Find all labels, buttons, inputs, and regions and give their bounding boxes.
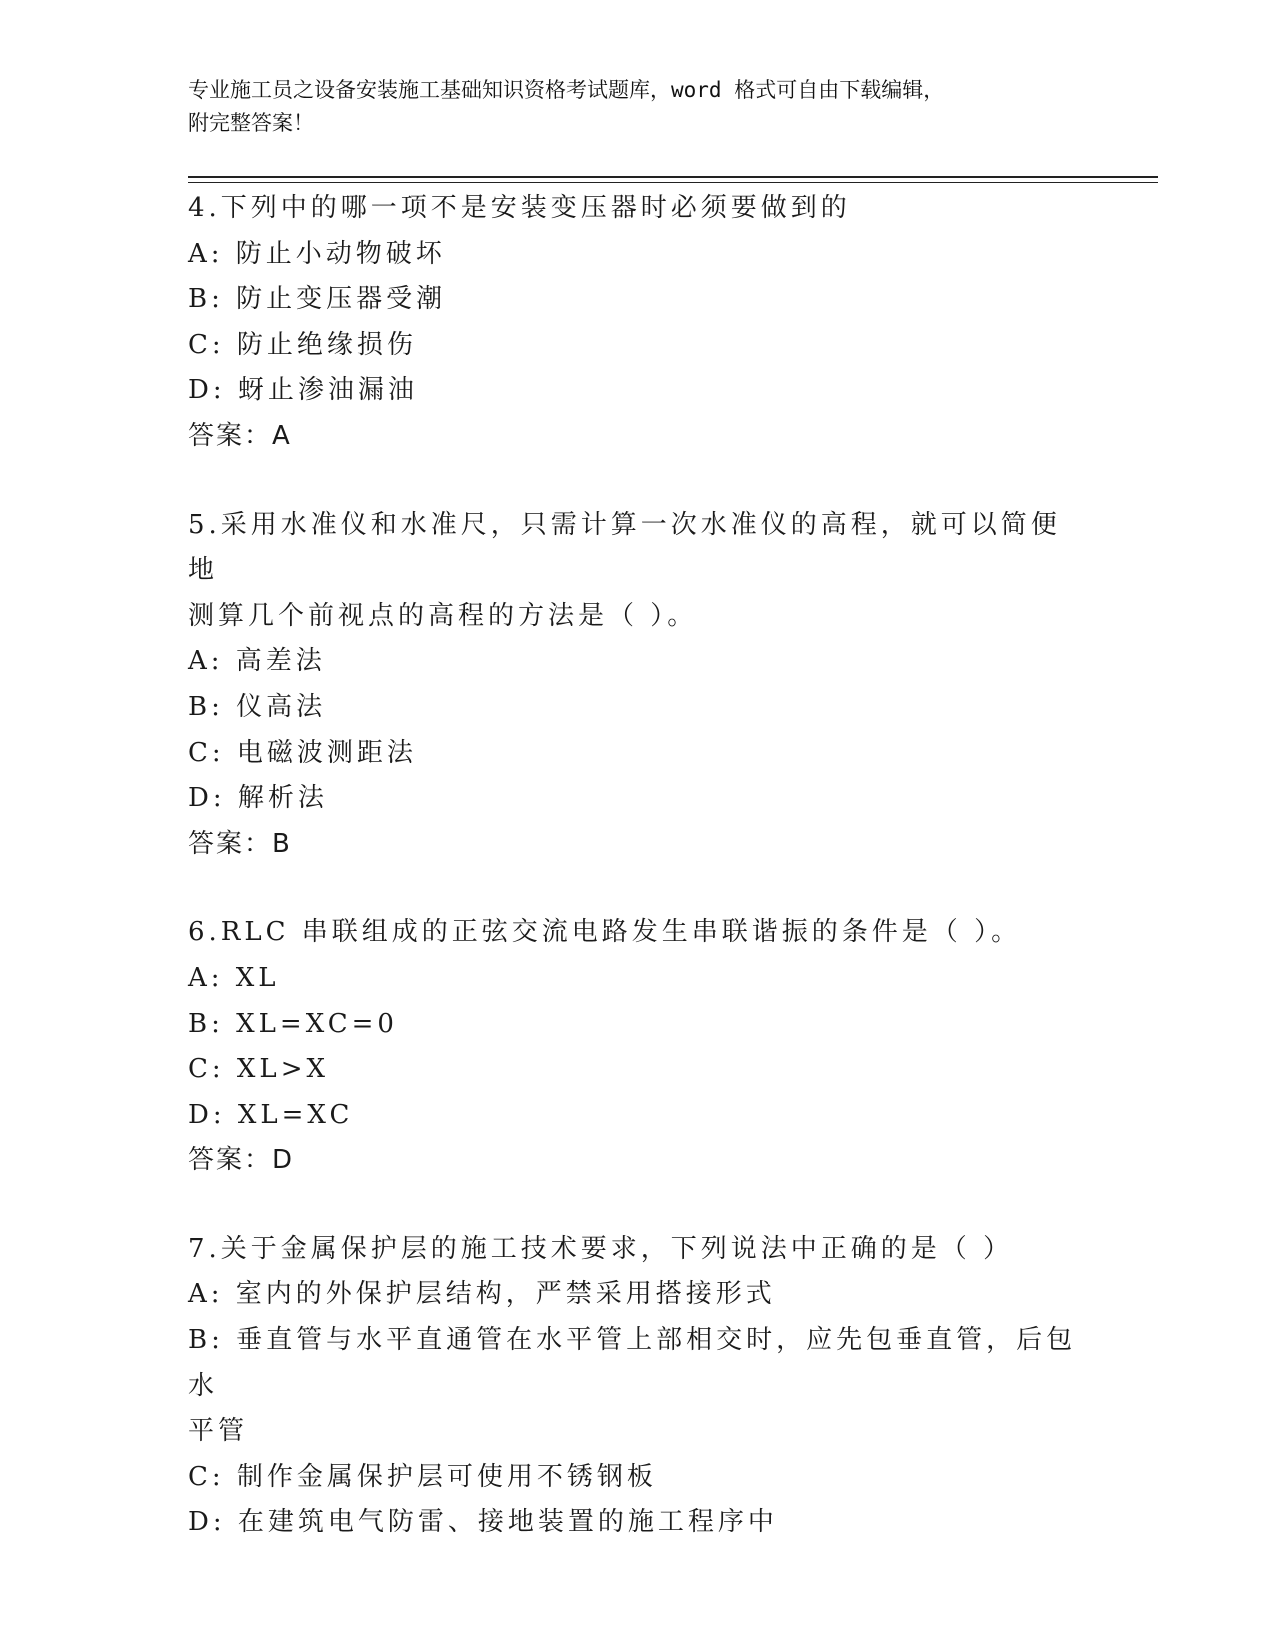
answer-label: 答案：D: [188, 1145, 295, 1176]
option-d: D: 在建筑电气防雷、接地装置的施工程序中: [188, 1507, 778, 1538]
option-b: B: XL=XC=0: [188, 1008, 398, 1039]
option-b-continued: 平管: [188, 1416, 249, 1447]
option-b: B: 垂直管与水平直通管在水平管上部相交时，应先包垂直管，后包水: [188, 1325, 1077, 1401]
question-stem-continued: 测算几个前视点的高程的方法是（ ）。: [188, 600, 698, 631]
question-4: [188, 186, 1088, 460]
option-d: D: XL=XC: [188, 1099, 354, 1130]
option-c: C: XL>X: [188, 1054, 329, 1085]
option-c: C: 制作金属保护层可使用不锈钢板: [188, 1461, 657, 1492]
question-7: [188, 1227, 1088, 1546]
option-d: D: 解析法: [188, 783, 328, 814]
question-stem: 7.关于金属保护层的施工技术要求，下列说法中正确的是（ ）: [188, 1233, 1014, 1264]
option-c: C: 防止绝缘损伤: [188, 329, 417, 360]
question-stem: 5.采用水准仪和水准尺，只需计算一次水准仪的高程，就可以简便地: [188, 509, 1061, 586]
question-stem: 6.RLC 串联组成的正弦交流电路发生串联谐振的条件是（ ）。: [188, 917, 1022, 948]
option-a: A: 室内的外保护层结构，严禁采用搭接形式: [188, 1279, 776, 1310]
option-a: A: 高差法: [188, 646, 326, 677]
answer-label: 答案：B: [188, 828, 292, 859]
option-d: D: 蚜止渗油漏油: [188, 375, 418, 406]
answer-label: 答案：A: [188, 420, 292, 451]
question-5: [188, 503, 1088, 868]
question-stem: 4.下列中的哪一项不是安装变压器时必须要做到的: [188, 193, 851, 223]
header-line-2: 附完整答案！: [188, 111, 314, 135]
option-b: B: 防止变压器受潮: [188, 284, 447, 315]
header-divider-thin: [188, 182, 1158, 183]
header-divider: [188, 176, 1158, 178]
question-6: [188, 910, 1088, 1184]
document-header: [188, 74, 1068, 140]
question-list: [188, 186, 1088, 1589]
option-b: B: 仪高法: [188, 691, 327, 722]
option-a: A: 防止小动物破坏: [188, 238, 446, 269]
option-c: C: 电磁波测距法: [188, 737, 417, 768]
option-a: A: XL: [188, 962, 280, 993]
header-line-1: 专业施工员之设备安装施工基础知识资格考试题库，word 格式可自由下载编辑，: [188, 78, 945, 102]
